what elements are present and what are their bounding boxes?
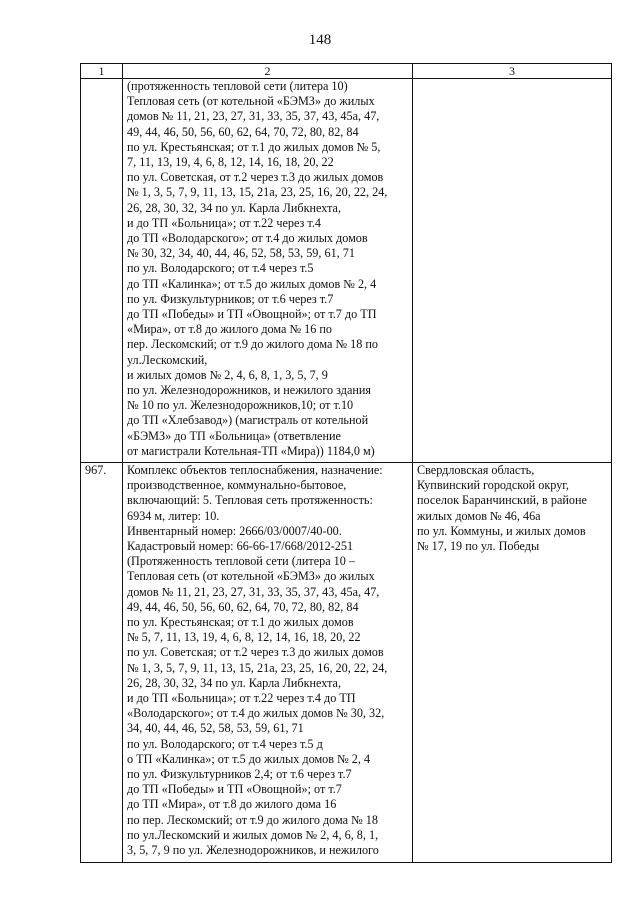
page-number: 148 [308,32,332,48]
text-line: (протяженность тепловой сети (литера 10) [127,79,348,93]
table-row [81,79,612,463]
text-line: по пер. Лескомский; от т.9 до жилого дома № 18 [127,812,378,827]
text-line: 34, 40, 44, 46, 52, 58, 53, 59, 61, 71 [127,721,304,736]
text-line: домов № 11, 21, 23, 27, 31, 33, 35, 37, 43, 45а, 47, [127,109,380,124]
text-line: поселок Баранчинский, в районе [417,493,587,508]
text-line: по ул. Советская; от т.2 через т.3 до жилых домов [127,645,384,660]
text-line: 6934 м, литер: 10. [127,508,220,523]
text-line: Инвентарный номер: 2666/03/0007/40-00. [127,523,342,538]
text-line: жилых домов № 46, 46а [417,508,541,523]
text-line: «Володарского»; от т.4 до жилых домов № 30, 32, [127,706,385,721]
text-line: включающий: 5. Тепловая сеть протяженность: [127,493,373,508]
column-header-3: 3 [413,64,612,79]
column-header-1: 1 [81,64,123,79]
column-header-2: 2 [123,64,413,79]
text-line: Кадастровый номер: 66-66-17/668/2012-251 [127,539,354,554]
text-line: и до ТП «Больница»; от т.22 через т.4 [127,215,321,230]
text-line: по ул. Володарского; от т.4 через т.5 д [127,736,323,751]
text-line: о ТП «Калинка»; от т.5 до жилых домов № 2, 4 [127,751,371,766]
text-line: Тепловая сеть (от котельной «БЭМЗ» до жилых [127,569,375,584]
row-number: 967. [81,463,123,863]
text-line: № 17, 19 по ул. Победы [417,539,540,554]
text-line: до ТП «Победы» и ТП «Овощной»; от т.7 до ТП [127,307,377,322]
text-line: по ул. Володарского; от т.4 через т.5 [127,261,314,276]
text-line: Свердловская область, [417,463,535,477]
object-address [413,463,612,863]
text-line: 3, 5, 7, 9 по ул. Железнодорожников, и нежилого [127,843,379,858]
text-line: домов № 11, 21, 23, 27, 31, 33, 35, 37, 43, 45а, 47, [127,584,380,599]
text-line: 7, 11, 13, 19, 4, 6, 8, 12, 14, 16, 18, 20, 22 [127,155,334,170]
text-line: Комплекс объектов теплоснабжения, назначение: [127,463,383,477]
text-line: до ТП «Володарского»; от т.4 до жилых домов [127,231,368,246]
text-line: «Мира», от т.8 до жилого дома № 16 по [127,322,333,337]
table-row [81,463,612,863]
text-line: № 1, 3, 5, 7, 9, 11, 13, 15, 21а, 23, 25, 16, 20, 22, 24, [127,185,388,200]
text-line: 26, 28, 30, 32, 34 по ул. Карла Либкнехта, [127,675,342,690]
text-line: 49, 44, 46, 50, 56, 60, 62, 64, 70, 72, 80, 82, 84 [127,599,359,614]
text-line: до ТП «Мира», от т.8 до жилого дома 16 [127,797,337,812]
property-table [80,63,612,863]
text-line: № 10 по ул. Железнодорожников,10; от т.10 [127,398,354,413]
text-line: до ТП «Хлебзавод») (магистраль от котельной [127,413,369,428]
object-address [413,79,612,463]
object-description [123,463,413,863]
text-line: по ул. Физкультурников; от т.6 через т.7 [127,291,334,306]
text-line: и до ТП «Больница»; от т.22 через т.4 до ТП [127,691,356,706]
text-line: и жилых домов № 2, 4, 6, 8, 1, 3, 5, 7, 9 [127,367,328,382]
text-line: ул.Лескомский, [127,352,208,367]
text-line: по ул. Физкультурников 2,4; от т.6 через т.7 [127,767,352,782]
text-line: пер. Лескомский; от т.9 до жилого дома № 18 по [127,337,378,352]
object-description [123,79,413,463]
text-line: Тепловая сеть (от котельной «БЭМЗ» до жилых [127,94,375,109]
text-line: № 30, 32, 34, 40, 44, 46, 52, 58, 53, 59, 61, 71 [127,246,355,261]
text-line: по ул. Железнодорожников, и нежилого здания [127,383,372,398]
text-line: 49, 44, 46, 50, 56, 60, 62, 64, 70, 72, 80, 82, 84 [127,124,359,139]
row-number [81,79,123,463]
text-line: до ТП «Калинка»; от т.5 до жилых домов № 2, 4 [127,276,377,291]
text-line: № 1, 3, 5, 7, 9, 11, 13, 15, 21а, 23, 25, 16, 20, 22, 24, [127,660,388,675]
text-line: от магистрали Котельная-ТП «Мира)) 1184,0 м) [127,443,375,458]
text-line: производственное, коммунально-бытовое, [127,478,347,493]
text-line: по ул. Крестьянская; от т.1 до жилых домов № 5, [127,139,381,154]
text-line: Купвинский городской округ, [417,478,569,493]
table-header-row [81,64,612,79]
text-line: 26, 28, 30, 32, 34 по ул. Карла Либкнехта, [127,200,342,215]
text-line: по ул. Советская, от т.2 через т.3 до жилых домов [127,170,384,185]
text-line: по ул. Крестьянская; от т.1 до жилых домов [127,615,354,630]
text-line: по ул. Коммуны, и жилых домов [417,523,586,538]
text-line: до ТП «Победы» и ТП «Овощной»; от т.7 [127,782,342,797]
text-line: № 5, 7, 11, 13, 19, 4, 6, 8, 12, 14, 16, 18, 20, 22 [127,630,361,645]
text-line: «БЭМЗ» до ТП «Больница» (ответвление [127,428,341,443]
text-line: по ул.Лескомский и жилых домов № 2, 4, 6, 8, 1, [127,827,379,842]
text-line: (Протяженность тепловой сети (литера 10 – [127,554,356,569]
